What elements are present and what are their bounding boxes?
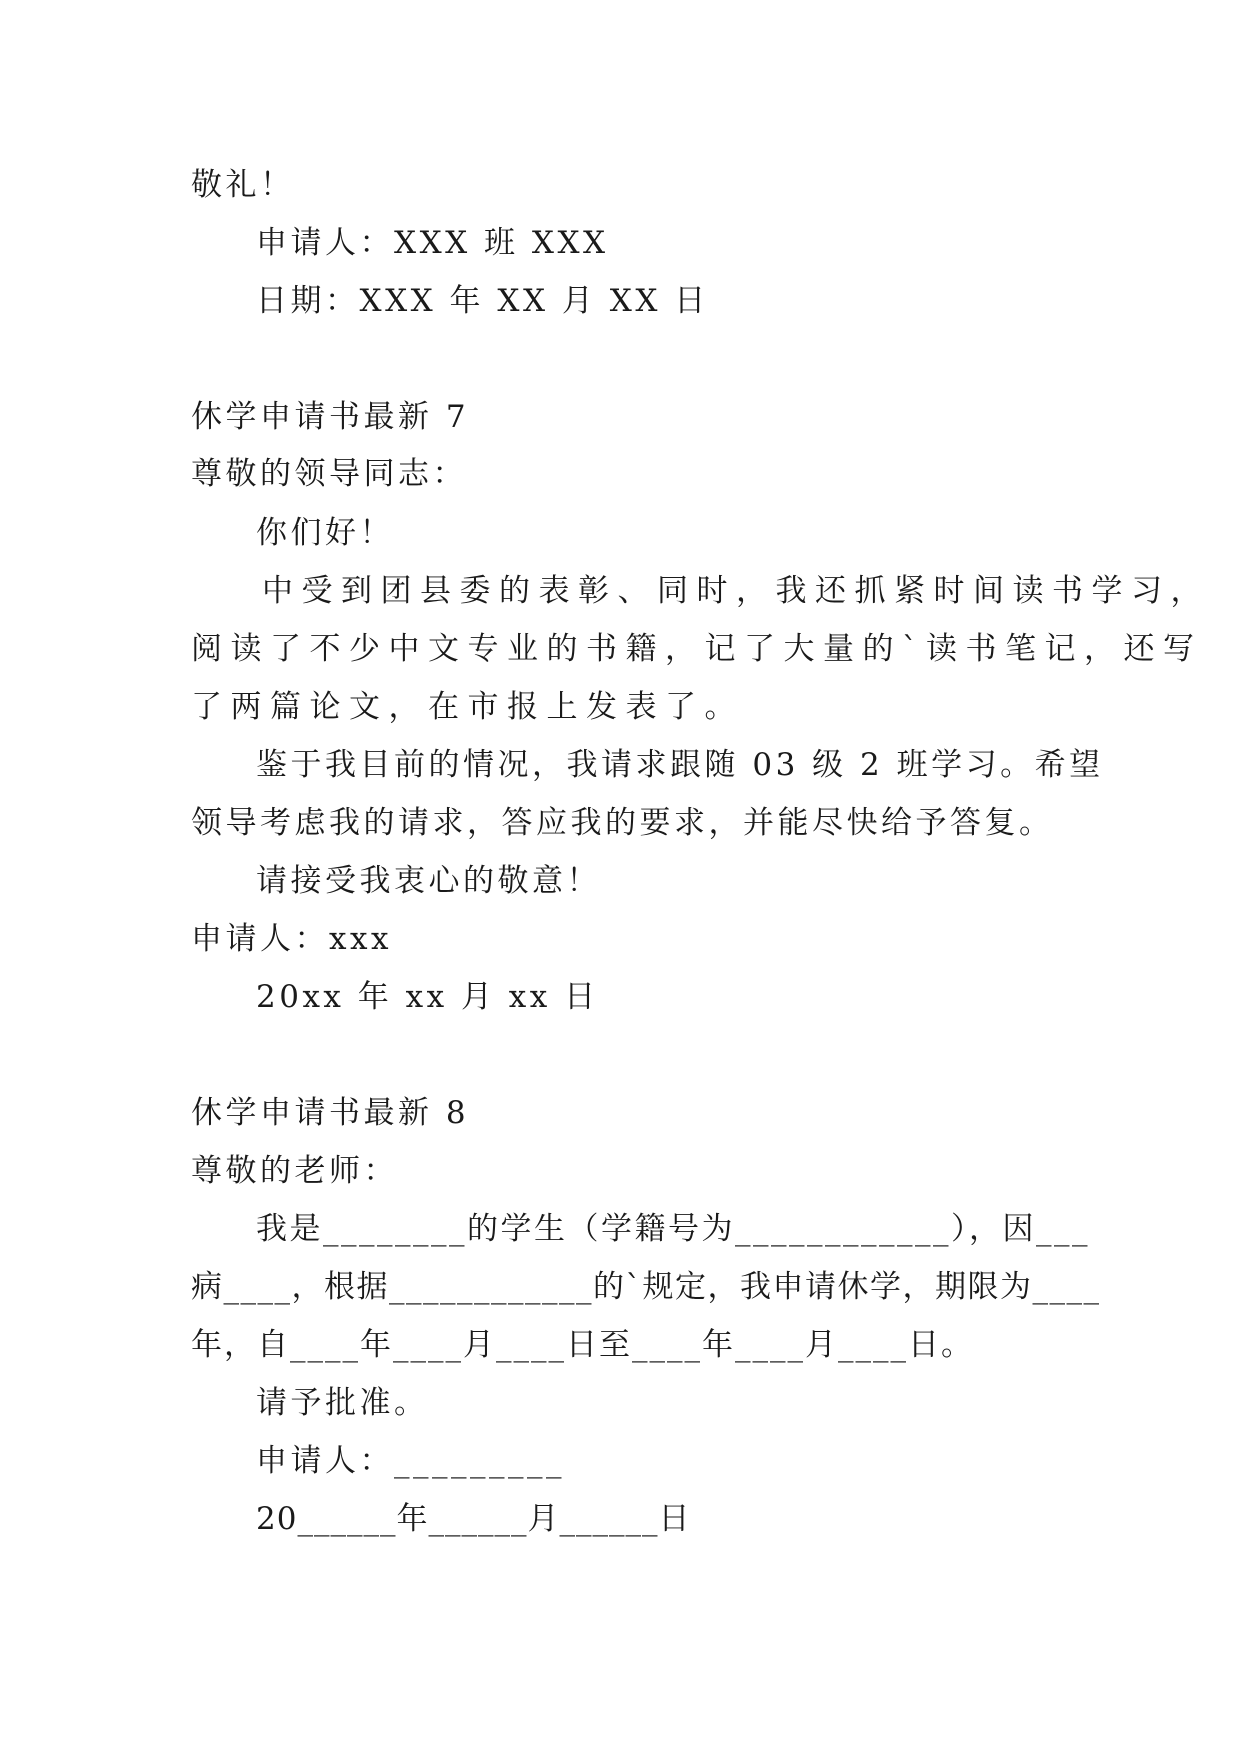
applicant-line: 申请人：_________ [256,1443,565,1479]
form-line: 我是________的学生（学籍号为____________），因___ [256,1211,1090,1247]
paragraph-line: 了两篇论文，在市报上发表了。 [191,689,744,725]
section-title: 休学申请书最新 8 [191,1095,470,1131]
addressee: 尊敬的老师： [191,1153,398,1189]
paragraph-line: 阅读了不少中文专业的书籍，记了大量的`读书笔记，还写 [191,631,1203,667]
form-line: 年，自____年____月____日至____年____月____日。 [191,1327,974,1363]
date-line: 20______年______月______日 [256,1501,691,1537]
form-line: 病____，根据____________的`规定，我申请休学，期限为____ [191,1269,1101,1305]
addressee: 尊敬的领导同志： [191,456,467,492]
salutation: 敬礼！ [191,167,295,203]
paragraph-line: 鉴于我目前的情况，我请求跟随 03 级 2 班学习。希望 [256,747,1104,783]
respect-line: 请接受我衷心的敬意！ [256,863,601,899]
request-line: 请予批准。 [256,1385,429,1421]
paragraph-line: 中受到团县委的表彰、同时，我还抓紧时间读书学习， [262,573,1210,609]
applicant-line: 申请人：xxx [191,921,392,957]
date-line: 20xx 年 xx 月 xx 日 [256,979,599,1015]
greeting: 你们好！ [256,515,394,551]
date-line: 日期：XXX 年 XX 月 XX 日 [256,283,709,319]
paragraph-line: 领导考虑我的请求，答应我的要求，并能尽快给予答复。 [191,805,1054,841]
applicant-line: 申请人：XXX 班 XXX [256,225,609,261]
section-title: 休学申请书最新 7 [191,399,470,435]
